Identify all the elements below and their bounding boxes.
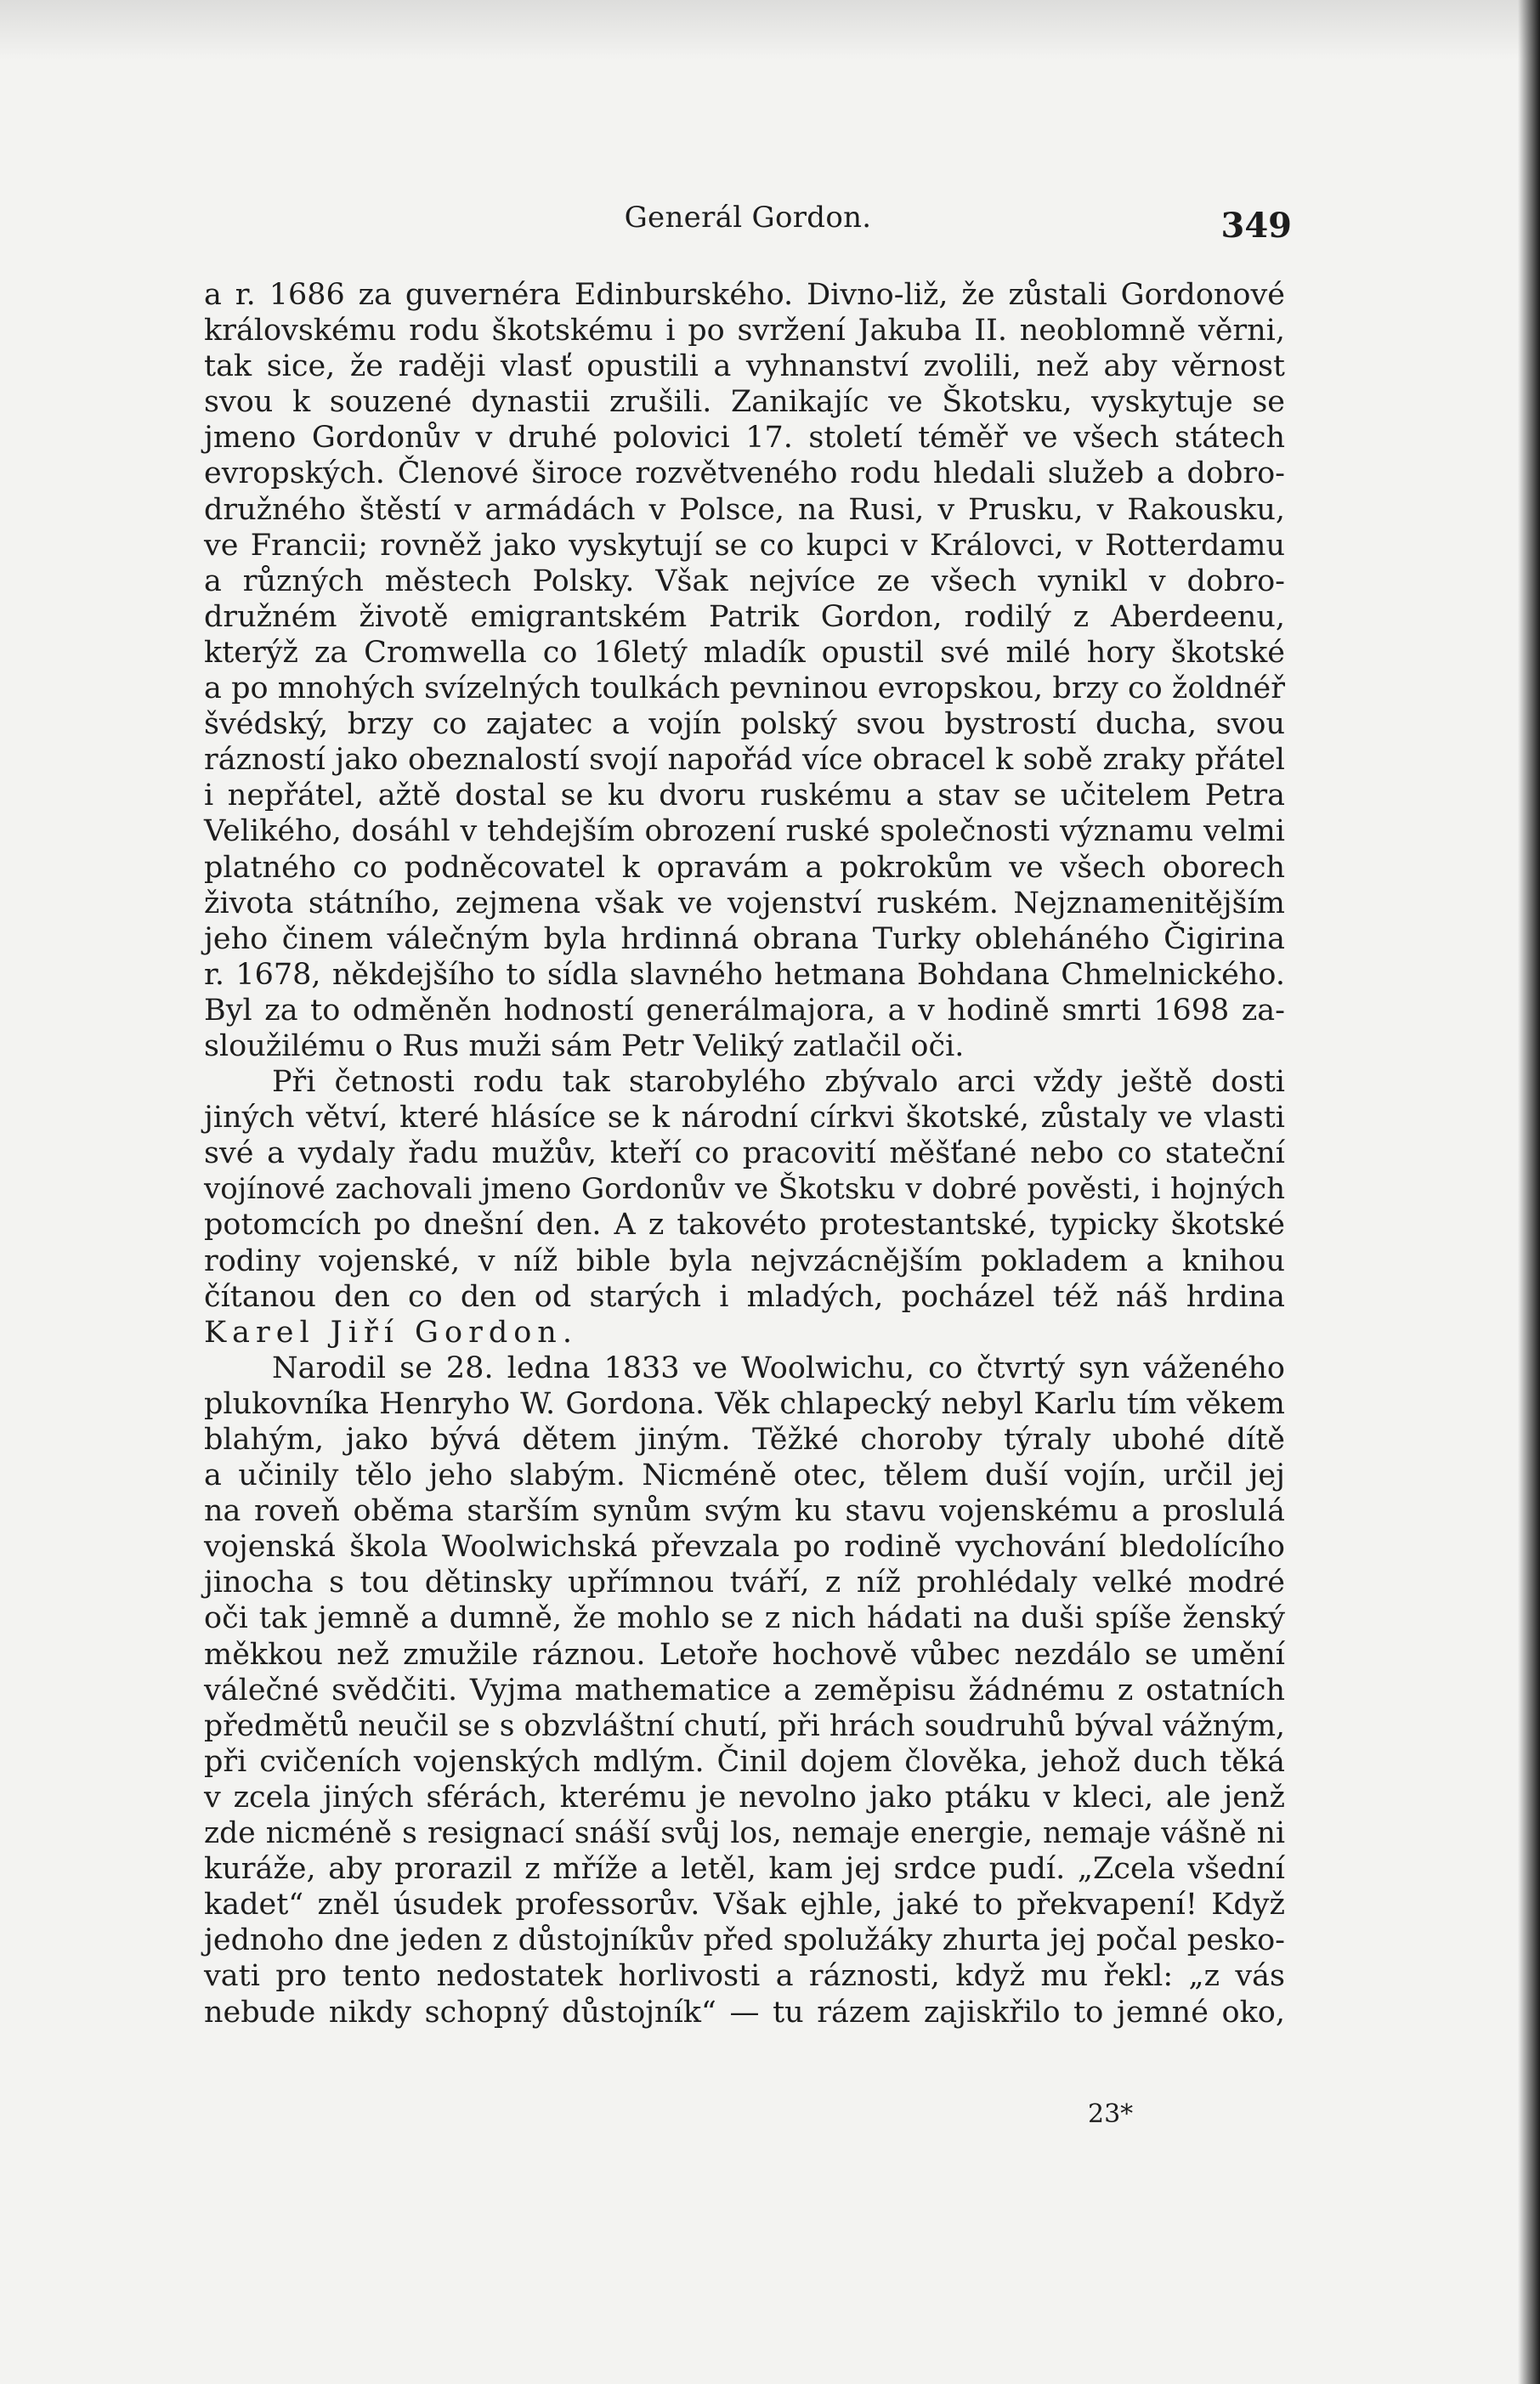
text-line: rázností jako obeznalostí svojí napořád více obracel k sobě zraky přátel <box>204 743 1285 778</box>
text-line: kadet“ zněl úsudek professorův. Však ejhle, jaké to překvapení! Když <box>204 1888 1285 1922</box>
text-line: zde nicméně s resignací snáší svůj los, nemaje energie, nemaje vášně ni <box>204 1816 1285 1851</box>
text-line: a po mnohých svízelných toulkách pevninou evropskou, brzy co žoldnéř <box>204 671 1285 706</box>
text-line: r. 1678, někdejšího to sídla slavného hetmana Bohdana Chmelnického. <box>204 957 1285 992</box>
body-text <box>204 277 1285 2030</box>
text-line: a r. 1686 za guvernéra Edinburského. Divno-liž, že zůstali Gordonové <box>204 278 1285 312</box>
text-line: ve Francii; rovněž jako vyskytují se co kupci v Královci, v Rotterdamu <box>204 528 1285 563</box>
text-line: své a vydaly řadu mužův, kteří co pracovití měšťané nebo co stateční <box>204 1136 1285 1171</box>
text-line: čítanou den co den od starých i mladých, pocházel též náš hrdina <box>204 1279 1285 1314</box>
scan-shadow-right <box>1518 0 1540 2384</box>
text-line: předmětů neučil se s obzvláštní chutí, při hrách soudruhů býval vážným, <box>204 1708 1285 1743</box>
text-line: vati pro tento nedostatek horlivosti a ráznosti, když mu řekl: „z vás <box>204 1959 1285 1994</box>
text-line: svou k souzené dynastii zrušili. Zanikajíc ve Škotsku, vyskytuje se <box>204 385 1285 420</box>
text-line: rodiny vojenské, v níž bible byla nejvzácnějším pokladem a knihou <box>204 1243 1285 1278</box>
text-line: královskému rodu škotskému i po svržení Jakuba II. neoblomně věrni, <box>204 314 1285 348</box>
text-line: evropských. Členové široce rozvětveného rodu hledali služeb a dobro- <box>204 456 1285 491</box>
text-line: potomcích po dnešní den. A z takovéto protestantské, typicky škotské <box>204 1208 1285 1243</box>
text-line: v zcela jiných sférách, kterému je nevolno jako ptáku v kleci, ale jenž <box>204 1780 1285 1815</box>
text-line: jeho činem válečným byla hrdinná obrana Turky obleháného Čigirina <box>204 921 1285 956</box>
text-line: a různých městech Polsky. Však nejvíce ze všech vynikl v dobro- <box>204 563 1285 598</box>
text-line: tak sice, že raději vlasť opustili a vyhnanství zvolili, než aby věrnost <box>204 349 1285 384</box>
text-line: Velikého, dosáhl v tehdejším obrození ruské společnosti významu velmi <box>204 814 1285 849</box>
running-title: Generál Gordon. <box>624 201 872 235</box>
text-line: Karel Jiří Gordon. <box>204 1315 578 1350</box>
text-line: jmeno Gordonův v druhé polovici 17. století téměř ve všech státech <box>204 421 1285 456</box>
scan-shadow-top <box>0 0 1540 59</box>
text-line: při cvičeních vojenských mdlým. Činil dojem člověka, jehož duch těká <box>204 1744 1285 1779</box>
text-line: Byl za to odměněn hodností generálmajora, a v hodině smrti 1698 za- <box>204 993 1285 1028</box>
text-line: Při četnosti rodu tak starobylého zbývalo arci vždy ještě dosti <box>272 1065 1285 1100</box>
text-line: válečné svědčiti. Vyjma mathematice a zeměpisu žádnému z ostatních <box>204 1673 1285 1707</box>
page-header <box>204 201 1292 252</box>
text-line: na roveň oběma starším synům svým ku stavu vojenskému a proslulá <box>204 1494 1285 1529</box>
text-line: života státního, zejmena však ve vojenství ruském. Nejznamenitějším <box>204 886 1285 920</box>
text-line: a učinily tělo jeho slabým. Nicméně otec, tělem duší vojín, určil jej <box>204 1458 1285 1493</box>
text-line: platného co podněcovatel k opravám a pokrokům ve všech oborech <box>204 850 1285 885</box>
page-number: 349 <box>1220 206 1292 246</box>
text-line: měkkou než zmužile ráznou. Letoře hochově vůbec nezdálo se umění <box>204 1637 1285 1672</box>
text-line: nebude nikdy schopný důstojník“ — tu rázem zajiskřilo to jemné oko, <box>204 1995 1285 2030</box>
printer-signature-mark: 23* <box>1088 2099 1134 2129</box>
text-line: blahým, jako bývá dětem jiným. Těžké choroby týraly ubohé dítě <box>204 1423 1285 1457</box>
text-line: oči tak jemně a dumně, že mohlo se z nich hádati na duši spíše ženský <box>204 1601 1285 1636</box>
text-line: jiných větví, které hlásíce se k národní církvi škotské, zůstaly ve vlasti <box>204 1101 1285 1135</box>
text-line: plukovníka Henryho W. Gordona. Věk chlapecký nebyl Karlu tím věkem <box>204 1386 1285 1421</box>
text-line: i nepřátel, ažtě dostal se ku dvoru ruskému a stav se učitelem Petra <box>204 779 1285 813</box>
text-line: vojínové zachovali jmeno Gordonův ve Škotsku v dobré pověsti, i hojných <box>204 1172 1285 1207</box>
text-line: švédský, brzy co zajatec a vojín polský svou bystrostí ducha, svou <box>204 707 1285 742</box>
text-line: družného štěstí v armádách v Polsce, na Rusi, v Prusku, v Rakousku, <box>204 492 1285 527</box>
text-line: Narodil se 28. ledna 1833 ve Woolwichu, co čtvrtý syn váženého <box>272 1351 1285 1385</box>
text-line: jinocha s tou dětinsky upřímnou tváří, z níž prohlédaly velké modré <box>204 1566 1285 1600</box>
text-line: jednoho dne jeden z důstojníkův před spolužáky zhurta jej počal pesko- <box>204 1923 1285 1958</box>
text-line: vojenská škola Woolwichská převzala po rodině vychování bledolícího <box>204 1530 1285 1565</box>
text-line: sloužilému o Rus muži sám Petr Veliký zatlačil oči. <box>204 1028 965 1063</box>
text-line: družném životě emigrantském Patrik Gordon, rodilý z Aberdeenu, <box>204 599 1285 634</box>
text-line: kuráže, aby prorazil z mříže a letěl, kam jej srdce pudí. „Zcela všední <box>204 1852 1285 1887</box>
text-line: kterýž za Cromwella co 16letý mladík opustil své milé hory škotské <box>204 635 1285 670</box>
